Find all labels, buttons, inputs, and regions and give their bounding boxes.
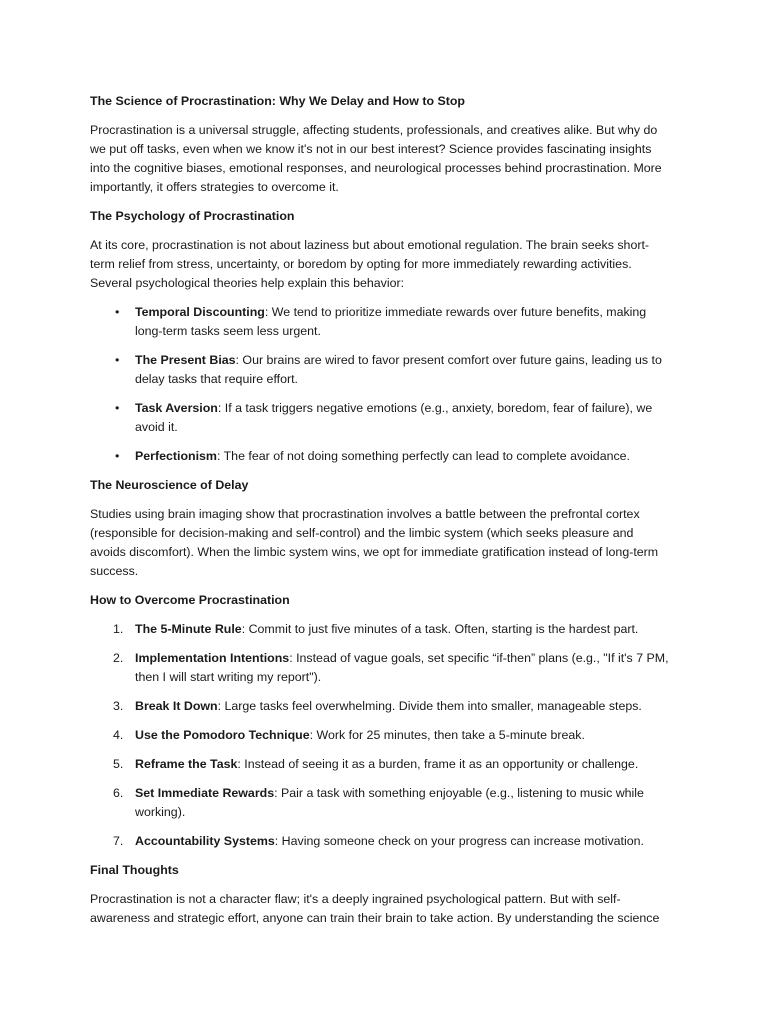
list-item	[113, 620, 672, 639]
bullet-marker: •	[115, 401, 120, 415]
list-item	[113, 726, 672, 745]
list-number: 3.	[113, 699, 124, 713]
list-item-term: Task Aversion	[135, 401, 218, 415]
bullet-marker: •	[115, 353, 120, 367]
neuroscience-heading: The Neuroscience of Delay	[90, 478, 249, 492]
list-item-term: Use the Pomodoro Technique	[135, 728, 310, 742]
list-item-text: : Pair a task with something enjoyable (e.g., listening to music while working).	[135, 786, 644, 819]
list-item-term: Temporal Discounting	[135, 305, 265, 319]
list-item-text: : Large tasks feel overwhelming. Divide them into smaller, manageable steps.	[217, 699, 642, 713]
overcome-heading: How to Overcome Procrastination	[90, 593, 290, 607]
overcome-list	[90, 620, 672, 851]
intro-paragraph: Procrastination is a universal struggle, affecting students, professionals, and creatives alike. But why do we put off tasks, even when we know it's not in our best interest? Science provides fascinating insights into the cognitive biases, emotional responses, and neurological processes behind procrastination. More importantly, it offers strategies to overcome it.	[90, 123, 662, 194]
list-item	[115, 447, 672, 466]
list-item-term: Reframe the Task	[135, 757, 238, 771]
final-paragraph: Procrastination is not a character flaw; it's a deeply ingrained psychological pattern. But with self-awareness and strategic effort, anyone can train their brain to take action. By understanding the science	[90, 892, 660, 925]
psychology-list	[90, 303, 672, 466]
list-item	[113, 784, 672, 822]
list-item	[113, 832, 672, 851]
list-item-term: Accountability Systems	[135, 834, 275, 848]
list-item	[115, 303, 672, 341]
psychology-heading: The Psychology of Procrastination	[90, 209, 295, 223]
list-item-term: Set Immediate Rewards	[135, 786, 275, 800]
list-item-term: The 5-Minute Rule	[135, 622, 242, 636]
list-number: 4.	[113, 728, 124, 742]
list-item	[115, 399, 672, 437]
list-item-text: : Our brains are wired to favor present comfort over future gains, leading us to delay tasks that require effort.	[135, 353, 662, 386]
list-item-term: The Present Bias	[135, 353, 236, 367]
list-item-term: Perfectionism	[135, 449, 217, 463]
list-number: 7.	[113, 834, 124, 848]
list-item-text: : Commit to just five minutes of a task. Often, starting is the hardest part.	[241, 622, 639, 636]
list-item-text: : Instead of vague goals, set specific “if-then” plans (e.g., "If it's 7 PM, then I will start writing my report").	[135, 651, 669, 684]
list-number: 2.	[113, 651, 124, 665]
list-item	[113, 649, 672, 687]
list-item-text: : We tend to prioritize immediate rewards over future benefits, making long-term tasks seem less urgent.	[135, 305, 647, 338]
list-item-term: Implementation Intentions	[135, 651, 290, 665]
bullet-marker: •	[115, 449, 120, 463]
final-heading: Final Thoughts	[90, 863, 179, 877]
document-page	[90, 92, 672, 938]
list-item	[113, 697, 672, 716]
list-item-text: : Work for 25 minutes, then take a 5-minute break.	[309, 728, 585, 742]
neuroscience-paragraph: Studies using brain imaging show that procrastination involves a battle between the prefrontal cortex (responsible for decision-making and self-control) and the limbic system (which seeks pleasure and avoids discomfort). When the limbic system wins, we opt for immediate gratification instead of long-term success.	[90, 507, 659, 578]
document-title: The Science of Procrastination: Why We Delay and How to Stop	[90, 94, 465, 108]
list-item-text: : Having someone check on your progress can increase motivation.	[274, 834, 644, 848]
list-item-text: : The fear of not doing something perfectly can lead to complete avoidance.	[216, 449, 631, 463]
bullet-marker: •	[115, 305, 120, 319]
list-item	[115, 351, 672, 389]
list-item-term: Break It Down	[135, 699, 218, 713]
list-number: 5.	[113, 757, 124, 771]
list-item-text: : If a task triggers negative emotions (e.g., anxiety, boredom, fear of failure), we avoid it.	[135, 401, 653, 434]
list-item	[113, 755, 672, 774]
list-item-text: : Instead of seeing it as a burden, frame it as an opportunity or challenge.	[237, 757, 639, 771]
list-number: 1.	[113, 622, 124, 636]
list-number: 6.	[113, 786, 124, 800]
psychology-paragraph: At its core, procrastination is not about laziness but about emotional regulation. The brain seeks short-term relief from stress, uncertainty, or boredom by opting for more immediately rewarding activities. Several psychological theories help explain this behavior:	[90, 238, 650, 290]
